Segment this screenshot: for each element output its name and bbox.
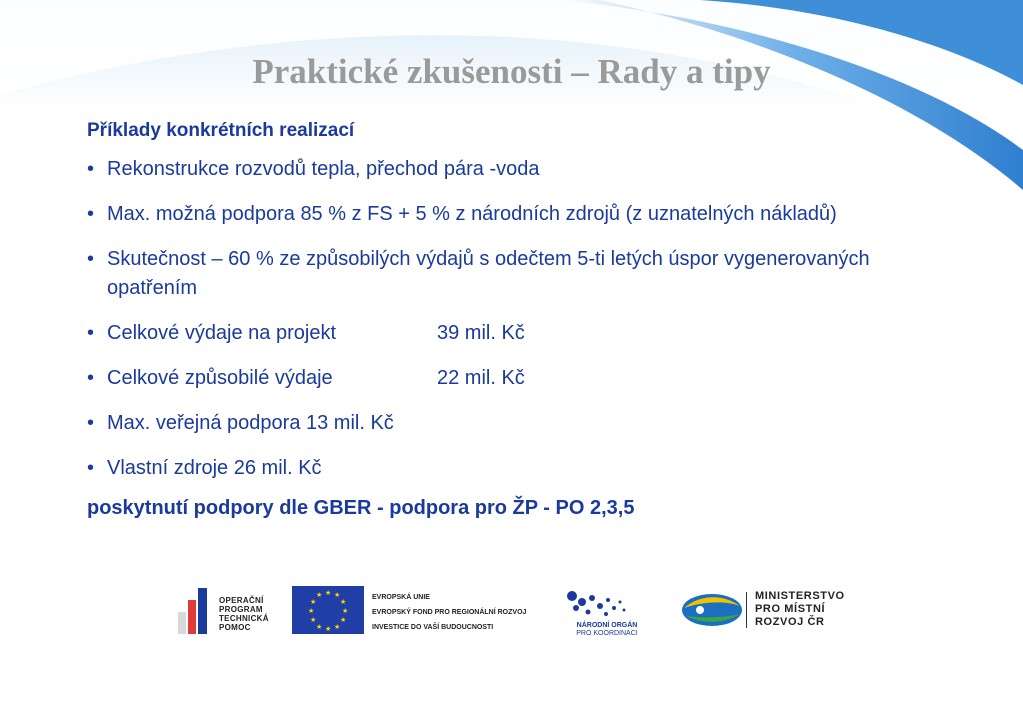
bullet-icon: • [87,203,95,225]
bullet-list [87,155,947,483]
subheading: Příklady konkrétních realizací [87,120,355,141]
mmr-logo: MINISTERSTVO PRO MÍSTNÍ ROZVOJ ČR [680,590,744,635]
svg-text:★: ★ [334,591,341,599]
footer-note: poskytnutí podpory dle GBER - podpora pro ŽP - PO 2,3,5 [87,497,635,519]
narodni-organ-logo: NÁRODNÍ ORGÁN PRO KOORDINACI [562,586,652,627]
list-item: • Vlastní zdroje 26 mil. Kč [87,454,947,483]
svg-text:★: ★ [342,607,349,615]
optp-bars-icon [178,586,218,636]
svg-text:★: ★ [316,623,323,631]
svg-text:★: ★ [316,591,323,599]
bullet-icon: • [87,412,95,434]
svg-text:★: ★ [340,598,347,606]
logo-strip [0,586,1023,646]
eu-flag-icon [292,586,364,636]
bullet-icon: • [87,158,95,180]
bullet-icon: • [87,248,95,270]
list-item: • Max. možná podpora 85 % z FS + 5 % z národních zdrojů (z uznatelných nákladů) [87,200,947,229]
bullet-icon: • [87,367,95,389]
svg-text:★: ★ [308,607,315,615]
optp-logo: OPERAČNÍ PROGRAM TECHNICKÁ POMOC [178,586,218,641]
eu-logo: ★ ★ ★ ★ ★ ★ ★ ★ ★ ★ ★ ★ EVROPSKÁ UNIE EVROPSKÝ FOND PRO REGIONÁLNÍ ROZVOJ INVESTICE DO VAŠÍ BUDOUCNOSTI [292,586,364,641]
divider [746,592,747,628]
svg-text:★: ★ [310,616,317,624]
list-item: • Celkové výdaje na projekt 39 mil. Kč [87,319,947,348]
bullet-icon: • [87,457,95,479]
mmr-emblem-icon [680,590,744,630]
list-item: • Celkové způsobilé výdaje 22 mil. Kč [87,364,947,393]
svg-text:★: ★ [325,625,332,633]
svg-text:★: ★ [325,589,332,597]
svg-text:★: ★ [334,623,341,631]
list-item: • Max. veřejná podpora 13 mil. Kč [87,409,947,438]
list-item: • Rekonstrukce rozvodů tepla, přechod pára -voda [87,155,947,184]
svg-text:★: ★ [310,598,317,606]
bullet-icon: • [87,322,95,344]
page-title: Praktické zkušenosti – Rady a tipy [252,52,771,91]
list-item: • Skutečnost – 60 % ze způsobilých výdajů s odečtem 5-ti letých úspor vygenerovaných opatřením [87,245,947,303]
dots-icon [562,586,632,622]
content [87,120,947,520]
svg-text:★: ★ [340,616,347,624]
